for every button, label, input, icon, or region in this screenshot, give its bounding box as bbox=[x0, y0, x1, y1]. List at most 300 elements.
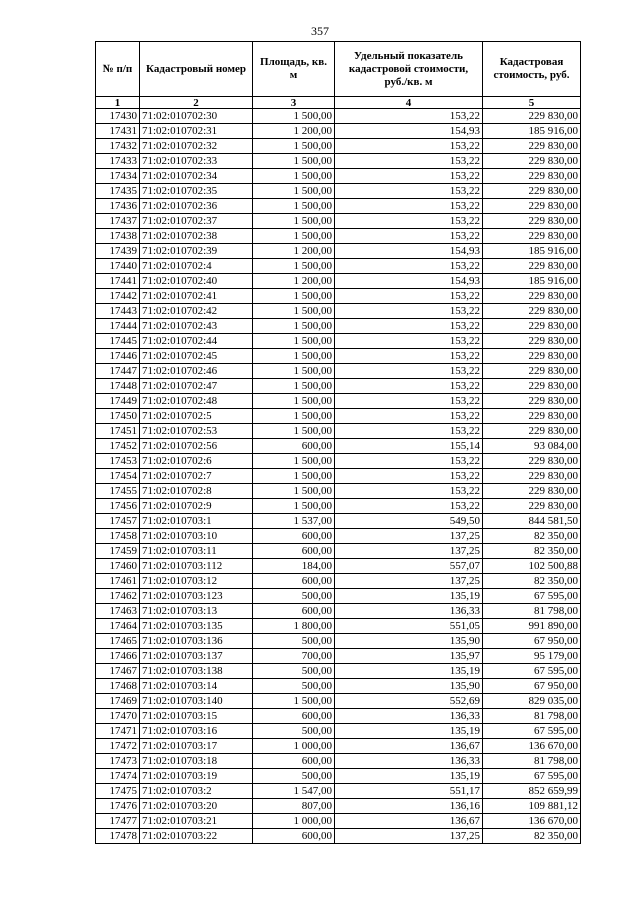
cadastral-value-cell: 229 830,00 bbox=[483, 304, 581, 319]
cadastral-value-cell: 229 830,00 bbox=[483, 424, 581, 439]
cadastral-number-cell: 71:02:010702:31 bbox=[140, 124, 253, 139]
cadastral-value-cell: 136 670,00 bbox=[483, 814, 581, 829]
cadastral-value-cell: 82 350,00 bbox=[483, 574, 581, 589]
area-cell: 1 500,00 bbox=[253, 349, 335, 364]
row-number-cell: 17432 bbox=[96, 139, 140, 154]
table-body bbox=[96, 109, 581, 844]
table-row bbox=[96, 829, 581, 844]
table-row bbox=[96, 349, 581, 364]
cadastral-value-cell: 829 035,00 bbox=[483, 694, 581, 709]
cadastral-number-cell: 71:02:010703:14 bbox=[140, 679, 253, 694]
table-row bbox=[96, 694, 581, 709]
cadastral-number-cell: 71:02:010702:36 bbox=[140, 199, 253, 214]
table-row bbox=[96, 754, 581, 769]
area-cell: 500,00 bbox=[253, 724, 335, 739]
specific-value-cell: 153,22 bbox=[335, 259, 483, 274]
table-row bbox=[96, 814, 581, 829]
area-cell: 500,00 bbox=[253, 679, 335, 694]
specific-value-cell: 153,22 bbox=[335, 319, 483, 334]
cadastral-value-cell: 229 830,00 bbox=[483, 334, 581, 349]
cadastral-value-cell: 67 595,00 bbox=[483, 769, 581, 784]
area-cell: 1 500,00 bbox=[253, 469, 335, 484]
table-row bbox=[96, 604, 581, 619]
page-number: 357 bbox=[311, 24, 329, 38]
specific-value-cell: 136,16 bbox=[335, 799, 483, 814]
cadastral-number-cell: 71:02:010703:10 bbox=[140, 529, 253, 544]
row-number-cell: 17469 bbox=[96, 694, 140, 709]
area-cell: 1 500,00 bbox=[253, 424, 335, 439]
area-cell: 1 500,00 bbox=[253, 409, 335, 424]
cadastral-number-cell: 71:02:010702:41 bbox=[140, 289, 253, 304]
row-number-cell: 17450 bbox=[96, 409, 140, 424]
cadastral-value-cell: 844 581,50 bbox=[483, 514, 581, 529]
header-cadastral-value: Кадастровая стоимость, руб. bbox=[483, 42, 581, 97]
specific-value-cell: 153,22 bbox=[335, 499, 483, 514]
cadastral-value-cell: 229 830,00 bbox=[483, 289, 581, 304]
row-number-cell: 17477 bbox=[96, 814, 140, 829]
specific-value-cell: 153,22 bbox=[335, 424, 483, 439]
area-cell: 500,00 bbox=[253, 769, 335, 784]
cadastral-number-cell: 71:02:010703:15 bbox=[140, 709, 253, 724]
row-number-cell: 17452 bbox=[96, 439, 140, 454]
specific-value-cell: 136,33 bbox=[335, 754, 483, 769]
column-number: 2 bbox=[140, 97, 253, 109]
cadastral-number-cell: 71:02:010702:43 bbox=[140, 319, 253, 334]
specific-value-cell: 135,97 bbox=[335, 649, 483, 664]
area-cell: 500,00 bbox=[253, 634, 335, 649]
table-row bbox=[96, 244, 581, 259]
table-row bbox=[96, 574, 581, 589]
table-row bbox=[96, 229, 581, 244]
row-number-cell: 17456 bbox=[96, 499, 140, 514]
row-number-cell: 17449 bbox=[96, 394, 140, 409]
row-number-cell: 17435 bbox=[96, 184, 140, 199]
specific-value-cell: 153,22 bbox=[335, 379, 483, 394]
table-row bbox=[96, 439, 581, 454]
area-cell: 184,00 bbox=[253, 559, 335, 574]
area-cell: 1 500,00 bbox=[253, 169, 335, 184]
header-specific-value: Удельный показатель кадастровой стоимости, руб./кв. м bbox=[335, 42, 483, 97]
row-number-cell: 17434 bbox=[96, 169, 140, 184]
table-row bbox=[96, 304, 581, 319]
area-cell: 600,00 bbox=[253, 604, 335, 619]
area-cell: 807,00 bbox=[253, 799, 335, 814]
cadastral-value-cell: 229 830,00 bbox=[483, 169, 581, 184]
cadastral-value-cell: 93 084,00 bbox=[483, 439, 581, 454]
column-number: 1 bbox=[96, 97, 140, 109]
table-row bbox=[96, 484, 581, 499]
cadastral-number-cell: 71:02:010702:9 bbox=[140, 499, 253, 514]
cadastral-value-cell: 67 950,00 bbox=[483, 634, 581, 649]
area-cell: 1 500,00 bbox=[253, 304, 335, 319]
cadastral-value-cell: 185 916,00 bbox=[483, 124, 581, 139]
cadastral-value-cell: 185 916,00 bbox=[483, 244, 581, 259]
cadastral-value-cell: 67 950,00 bbox=[483, 679, 581, 694]
cadastral-number-cell: 71:02:010702:42 bbox=[140, 304, 253, 319]
row-number-cell: 17451 bbox=[96, 424, 140, 439]
specific-value-cell: 136,67 bbox=[335, 739, 483, 754]
cadastral-number-cell: 71:02:010703:138 bbox=[140, 664, 253, 679]
cadastral-number-cell: 71:02:010703:136 bbox=[140, 634, 253, 649]
area-cell: 1 500,00 bbox=[253, 199, 335, 214]
column-number: 5 bbox=[483, 97, 581, 109]
row-number-cell: 17464 bbox=[96, 619, 140, 634]
area-cell: 600,00 bbox=[253, 544, 335, 559]
cadastral-value-cell: 229 830,00 bbox=[483, 499, 581, 514]
specific-value-cell: 153,22 bbox=[335, 154, 483, 169]
area-cell: 1 500,00 bbox=[253, 184, 335, 199]
cadastral-number-cell: 71:02:010703:123 bbox=[140, 589, 253, 604]
cadastral-number-cell: 71:02:010702:44 bbox=[140, 334, 253, 349]
cadastral-value-cell: 81 798,00 bbox=[483, 604, 581, 619]
row-number-cell: 17440 bbox=[96, 259, 140, 274]
area-cell: 1 200,00 bbox=[253, 244, 335, 259]
area-cell: 1 500,00 bbox=[253, 319, 335, 334]
cadastral-value-cell: 229 830,00 bbox=[483, 139, 581, 154]
specific-value-cell: 135,90 bbox=[335, 679, 483, 694]
header-area: Площадь, кв. м bbox=[253, 42, 335, 97]
cadastral-number-cell: 71:02:010703:20 bbox=[140, 799, 253, 814]
table-row bbox=[96, 559, 581, 574]
cadastral-number-cell: 71:02:010703:2 bbox=[140, 784, 253, 799]
table-row bbox=[96, 409, 581, 424]
area-cell: 600,00 bbox=[253, 754, 335, 769]
specific-value-cell: 551,17 bbox=[335, 784, 483, 799]
area-cell: 1 500,00 bbox=[253, 484, 335, 499]
cadastral-value-cell: 229 830,00 bbox=[483, 379, 581, 394]
row-number-cell: 17431 bbox=[96, 124, 140, 139]
specific-value-cell: 153,22 bbox=[335, 469, 483, 484]
row-number-cell: 17478 bbox=[96, 829, 140, 844]
row-number-cell: 17453 bbox=[96, 454, 140, 469]
column-number: 4 bbox=[335, 97, 483, 109]
cadastral-value-table bbox=[95, 41, 581, 844]
table-row bbox=[96, 589, 581, 604]
table-row bbox=[96, 709, 581, 724]
area-cell: 1 000,00 bbox=[253, 814, 335, 829]
cadastral-number-cell: 71:02:010702:37 bbox=[140, 214, 253, 229]
specific-value-cell: 136,33 bbox=[335, 604, 483, 619]
table-row bbox=[96, 154, 581, 169]
cadastral-number-cell: 71:02:010703:19 bbox=[140, 769, 253, 784]
table-row bbox=[96, 394, 581, 409]
specific-value-cell: 153,22 bbox=[335, 109, 483, 124]
cadastral-number-cell: 71:02:010702:46 bbox=[140, 364, 253, 379]
cadastral-number-cell: 71:02:010703:21 bbox=[140, 814, 253, 829]
specific-value-cell: 551,05 bbox=[335, 619, 483, 634]
cadastral-value-cell: 229 830,00 bbox=[483, 394, 581, 409]
row-number-cell: 17459 bbox=[96, 544, 140, 559]
row-number-cell: 17475 bbox=[96, 784, 140, 799]
cadastral-value-cell: 67 595,00 bbox=[483, 724, 581, 739]
table-row bbox=[96, 319, 581, 334]
cadastral-number-cell: 71:02:010702:56 bbox=[140, 439, 253, 454]
header-row-number: № п/п bbox=[96, 42, 140, 97]
row-number-cell: 17447 bbox=[96, 364, 140, 379]
table-row bbox=[96, 124, 581, 139]
table-row bbox=[96, 274, 581, 289]
cadastral-value-cell: 229 830,00 bbox=[483, 454, 581, 469]
area-cell: 1 500,00 bbox=[253, 259, 335, 274]
row-number-cell: 17465 bbox=[96, 634, 140, 649]
cadastral-value-cell: 229 830,00 bbox=[483, 154, 581, 169]
specific-value-cell: 154,93 bbox=[335, 244, 483, 259]
table-row bbox=[96, 139, 581, 154]
specific-value-cell: 135,19 bbox=[335, 769, 483, 784]
specific-value-cell: 154,93 bbox=[335, 124, 483, 139]
cadastral-number-cell: 71:02:010703:137 bbox=[140, 649, 253, 664]
cadastral-number-cell: 71:02:010703:18 bbox=[140, 754, 253, 769]
specific-value-cell: 153,22 bbox=[335, 229, 483, 244]
specific-value-cell: 153,22 bbox=[335, 289, 483, 304]
area-cell: 1 800,00 bbox=[253, 619, 335, 634]
table-row bbox=[96, 649, 581, 664]
area-cell: 1 500,00 bbox=[253, 454, 335, 469]
specific-value-cell: 137,25 bbox=[335, 829, 483, 844]
cadastral-value-cell: 82 350,00 bbox=[483, 544, 581, 559]
row-number-cell: 17461 bbox=[96, 574, 140, 589]
table-row bbox=[96, 259, 581, 274]
area-cell: 1 200,00 bbox=[253, 274, 335, 289]
row-number-cell: 17437 bbox=[96, 214, 140, 229]
cadastral-value-cell: 229 830,00 bbox=[483, 349, 581, 364]
cadastral-number-cell: 71:02:010702:48 bbox=[140, 394, 253, 409]
specific-value-cell: 154,93 bbox=[335, 274, 483, 289]
cadastral-value-cell: 136 670,00 bbox=[483, 739, 581, 754]
area-cell: 600,00 bbox=[253, 529, 335, 544]
cadastral-value-cell: 82 350,00 bbox=[483, 529, 581, 544]
specific-value-cell: 136,67 bbox=[335, 814, 483, 829]
cadastral-number-cell: 71:02:010702:30 bbox=[140, 109, 253, 124]
cadastral-number-cell: 71:02:010702:47 bbox=[140, 379, 253, 394]
row-number-cell: 17463 bbox=[96, 604, 140, 619]
specific-value-cell: 153,22 bbox=[335, 364, 483, 379]
table-row bbox=[96, 769, 581, 784]
table-row bbox=[96, 454, 581, 469]
cadastral-number-cell: 71:02:010702:45 bbox=[140, 349, 253, 364]
cadastral-value-cell: 67 595,00 bbox=[483, 664, 581, 679]
cadastral-value-cell: 229 830,00 bbox=[483, 109, 581, 124]
specific-value-cell: 135,90 bbox=[335, 634, 483, 649]
cadastral-number-cell: 71:02:010703:22 bbox=[140, 829, 253, 844]
row-number-cell: 17433 bbox=[96, 154, 140, 169]
cadastral-value-cell: 229 830,00 bbox=[483, 199, 581, 214]
table-row bbox=[96, 724, 581, 739]
table-row bbox=[96, 184, 581, 199]
cadastral-number-cell: 71:02:010703:11 bbox=[140, 544, 253, 559]
table-row bbox=[96, 664, 581, 679]
cadastral-value-cell: 102 500,88 bbox=[483, 559, 581, 574]
specific-value-cell: 153,22 bbox=[335, 199, 483, 214]
area-cell: 1 500,00 bbox=[253, 289, 335, 304]
row-number-cell: 17443 bbox=[96, 304, 140, 319]
cadastral-value-cell: 229 830,00 bbox=[483, 184, 581, 199]
cadastral-value-cell: 229 830,00 bbox=[483, 214, 581, 229]
table-row bbox=[96, 199, 581, 214]
cadastral-number-cell: 71:02:010703:17 bbox=[140, 739, 253, 754]
row-number-cell: 17454 bbox=[96, 469, 140, 484]
row-number-cell: 17457 bbox=[96, 514, 140, 529]
cadastral-number-cell: 71:02:010702:40 bbox=[140, 274, 253, 289]
area-cell: 1 500,00 bbox=[253, 379, 335, 394]
specific-value-cell: 153,22 bbox=[335, 214, 483, 229]
cadastral-value-cell: 95 179,00 bbox=[483, 649, 581, 664]
cadastral-number-cell: 71:02:010703:135 bbox=[140, 619, 253, 634]
cadastral-number-cell: 71:02:010703:12 bbox=[140, 574, 253, 589]
area-cell: 600,00 bbox=[253, 829, 335, 844]
area-cell: 600,00 bbox=[253, 709, 335, 724]
specific-value-cell: 153,22 bbox=[335, 394, 483, 409]
cadastral-value-cell: 229 830,00 bbox=[483, 469, 581, 484]
cadastral-number-cell: 71:02:010702:8 bbox=[140, 484, 253, 499]
cadastral-number-cell: 71:02:010703:16 bbox=[140, 724, 253, 739]
table-row bbox=[96, 679, 581, 694]
area-cell: 1 200,00 bbox=[253, 124, 335, 139]
cadastral-number-cell: 71:02:010702:33 bbox=[140, 154, 253, 169]
cadastral-value-cell: 229 830,00 bbox=[483, 364, 581, 379]
table-row bbox=[96, 334, 581, 349]
area-cell: 1 500,00 bbox=[253, 109, 335, 124]
specific-value-cell: 135,19 bbox=[335, 664, 483, 679]
table-row bbox=[96, 619, 581, 634]
cadastral-value-cell: 185 916,00 bbox=[483, 274, 581, 289]
area-cell: 1 500,00 bbox=[253, 139, 335, 154]
area-cell: 1 547,00 bbox=[253, 784, 335, 799]
row-number-cell: 17471 bbox=[96, 724, 140, 739]
area-cell: 700,00 bbox=[253, 649, 335, 664]
row-number-cell: 17441 bbox=[96, 274, 140, 289]
cadastral-value-cell: 991 890,00 bbox=[483, 619, 581, 634]
cadastral-value-cell: 82 350,00 bbox=[483, 829, 581, 844]
specific-value-cell: 153,22 bbox=[335, 139, 483, 154]
row-number-cell: 17473 bbox=[96, 754, 140, 769]
area-cell: 1 500,00 bbox=[253, 394, 335, 409]
row-number-cell: 17436 bbox=[96, 199, 140, 214]
area-cell: 1 500,00 bbox=[253, 499, 335, 514]
cadastral-value-cell: 229 830,00 bbox=[483, 484, 581, 499]
cadastral-number-cell: 71:02:010702:6 bbox=[140, 454, 253, 469]
table-row bbox=[96, 799, 581, 814]
specific-value-cell: 137,25 bbox=[335, 544, 483, 559]
header-cadastral-number: Кадастровый номер bbox=[140, 42, 253, 97]
row-number-cell: 17448 bbox=[96, 379, 140, 394]
specific-value-cell: 153,22 bbox=[335, 304, 483, 319]
table-row bbox=[96, 739, 581, 754]
specific-value-cell: 153,22 bbox=[335, 334, 483, 349]
area-cell: 1 537,00 bbox=[253, 514, 335, 529]
table-row bbox=[96, 784, 581, 799]
area-cell: 1 500,00 bbox=[253, 334, 335, 349]
cadastral-number-cell: 71:02:010702:7 bbox=[140, 469, 253, 484]
table-row bbox=[96, 289, 581, 304]
area-cell: 600,00 bbox=[253, 574, 335, 589]
cadastral-number-cell: 71:02:010703:1 bbox=[140, 514, 253, 529]
row-number-cell: 17455 bbox=[96, 484, 140, 499]
row-number-cell: 17466 bbox=[96, 649, 140, 664]
specific-value-cell: 136,33 bbox=[335, 709, 483, 724]
header-row bbox=[96, 42, 581, 97]
specific-value-cell: 153,22 bbox=[335, 184, 483, 199]
cadastral-number-cell: 71:02:010702:34 bbox=[140, 169, 253, 184]
row-number-cell: 17468 bbox=[96, 679, 140, 694]
area-cell: 1 500,00 bbox=[253, 229, 335, 244]
cadastral-value-cell: 229 830,00 bbox=[483, 409, 581, 424]
cadastral-number-cell: 71:02:010702:35 bbox=[140, 184, 253, 199]
specific-value-cell: 552,69 bbox=[335, 694, 483, 709]
table-row bbox=[96, 514, 581, 529]
row-number-cell: 17458 bbox=[96, 529, 140, 544]
area-cell: 1 000,00 bbox=[253, 739, 335, 754]
table-row bbox=[96, 634, 581, 649]
table-row bbox=[96, 364, 581, 379]
table-row bbox=[96, 109, 581, 124]
cadastral-number-cell: 71:02:010703:13 bbox=[140, 604, 253, 619]
row-number-cell: 17446 bbox=[96, 349, 140, 364]
row-number-cell: 17439 bbox=[96, 244, 140, 259]
cadastral-number-cell: 71:02:010702:38 bbox=[140, 229, 253, 244]
column-number: 3 bbox=[253, 97, 335, 109]
specific-value-cell: 135,19 bbox=[335, 589, 483, 604]
row-number-cell: 17442 bbox=[96, 289, 140, 304]
specific-value-cell: 135,19 bbox=[335, 724, 483, 739]
specific-value-cell: 153,22 bbox=[335, 454, 483, 469]
area-cell: 1 500,00 bbox=[253, 214, 335, 229]
row-number-cell: 17460 bbox=[96, 559, 140, 574]
specific-value-cell: 153,22 bbox=[335, 409, 483, 424]
column-number-row bbox=[96, 97, 581, 109]
table-row bbox=[96, 469, 581, 484]
row-number-cell: 17474 bbox=[96, 769, 140, 784]
specific-value-cell: 137,25 bbox=[335, 574, 483, 589]
area-cell: 1 500,00 bbox=[253, 694, 335, 709]
cadastral-number-cell: 71:02:010702:39 bbox=[140, 244, 253, 259]
cadastral-value-cell: 229 830,00 bbox=[483, 319, 581, 334]
row-number-cell: 17470 bbox=[96, 709, 140, 724]
area-cell: 600,00 bbox=[253, 439, 335, 454]
specific-value-cell: 137,25 bbox=[335, 529, 483, 544]
cadastral-value-cell: 229 830,00 bbox=[483, 259, 581, 274]
row-number-cell: 17445 bbox=[96, 334, 140, 349]
specific-value-cell: 557,07 bbox=[335, 559, 483, 574]
area-cell: 1 500,00 bbox=[253, 154, 335, 169]
table-row bbox=[96, 544, 581, 559]
cadastral-number-cell: 71:02:010703:140 bbox=[140, 694, 253, 709]
row-number-cell: 17430 bbox=[96, 109, 140, 124]
cadastral-value-cell: 109 881,12 bbox=[483, 799, 581, 814]
cadastral-number-cell: 71:02:010702:32 bbox=[140, 139, 253, 154]
cadastral-value-cell: 81 798,00 bbox=[483, 754, 581, 769]
cadastral-value-cell: 67 595,00 bbox=[483, 589, 581, 604]
cadastral-value-cell: 852 659,99 bbox=[483, 784, 581, 799]
cadastral-value-cell: 229 830,00 bbox=[483, 229, 581, 244]
cadastral-number-cell: 71:02:010702:4 bbox=[140, 259, 253, 274]
table-row bbox=[96, 499, 581, 514]
specific-value-cell: 155,14 bbox=[335, 439, 483, 454]
row-number-cell: 17438 bbox=[96, 229, 140, 244]
table-row bbox=[96, 424, 581, 439]
cadastral-number-cell: 71:02:010702:5 bbox=[140, 409, 253, 424]
specific-value-cell: 153,22 bbox=[335, 349, 483, 364]
table-row bbox=[96, 169, 581, 184]
cadastral-value-cell: 81 798,00 bbox=[483, 709, 581, 724]
specific-value-cell: 153,22 bbox=[335, 484, 483, 499]
specific-value-cell: 153,22 bbox=[335, 169, 483, 184]
area-cell: 500,00 bbox=[253, 664, 335, 679]
row-number-cell: 17462 bbox=[96, 589, 140, 604]
cadastral-number-cell: 71:02:010702:53 bbox=[140, 424, 253, 439]
table-row bbox=[96, 214, 581, 229]
row-number-cell: 17467 bbox=[96, 664, 140, 679]
